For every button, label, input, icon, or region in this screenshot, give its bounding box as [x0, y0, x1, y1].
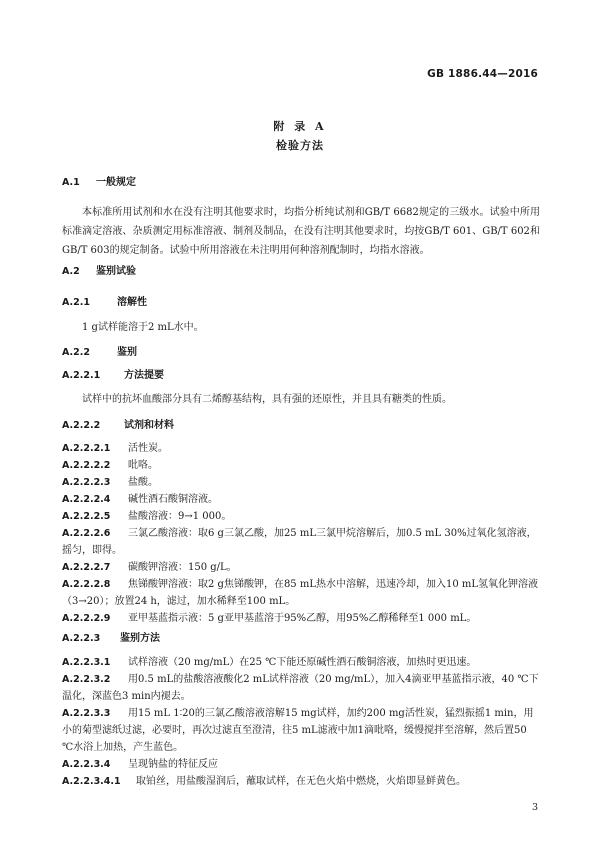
item-text: 碳酸钾溶液：150 g/L。 [128, 562, 237, 573]
item-number: A.2.2.2.6 [62, 528, 111, 539]
item-number: A.2.2.3.4.1 [62, 776, 121, 787]
section-title: 溶解性 [117, 297, 147, 308]
annex-title: 检验方法 [276, 139, 324, 152]
section-number: A.2.2.3 [62, 633, 101, 644]
item-text: 盐酸溶液：9→1 000。 [128, 511, 232, 522]
list-item [62, 525, 540, 559]
item-number: A.2.2.2.9 [62, 613, 111, 624]
item-text: 吡咯。 [128, 460, 158, 471]
item-text: 用0.5 mL的盐酸溶液酸化2 mL试样溶液（20 mg/mL），加入4滴亚甲基蓝指示液，40 ℃下温化，深蓝色3 min内褪去。 [62, 674, 539, 702]
item-text: 碱性酒石酸铜溶液。 [128, 494, 218, 505]
section-title: 鉴别方法 [120, 633, 160, 644]
section-number: A.1 [62, 177, 80, 188]
section-heading-a1 [62, 176, 136, 190]
section-heading-a22 [62, 346, 137, 360]
list-item [62, 773, 540, 790]
section-title: 鉴别 [117, 347, 137, 358]
item-number: A.2.2.2.3 [62, 477, 111, 488]
list-item [62, 705, 540, 756]
item-text: 焦锑酸钾溶液：取2 g焦锑酸钾，在85 mL热水中溶解，迅速冷却，加入10 mL氢氧化钾溶液（3→20）；放置24 h，滤过，加水稀释至100 mL。 [62, 579, 538, 607]
item-text: 三氯乙酸溶液：取6 g三氯乙酸，加25 mL三氯甲烷溶解后，加0.5 mL 30%过氧化氢溶液，摇匀，即得。 [62, 528, 537, 556]
section-number: A.2.1 [62, 297, 90, 308]
item-text: 取铂丝，用盐酸湿润后，蘸取试样，在无色火焰中燃烧，火焰即显鲜黄色。 [136, 776, 466, 787]
list-item [62, 457, 540, 474]
standard-number: GB 1886.44—2016 [427, 68, 538, 80]
item-number: A.2.2.2.5 [62, 511, 111, 522]
section-title: 鉴别试验 [96, 266, 136, 277]
section-heading-a21 [62, 296, 147, 310]
list-item [62, 671, 540, 705]
item-number: A.2.2.2.2 [62, 460, 111, 471]
section-heading-a222 [62, 419, 174, 433]
item-number: A.2.2.3.2 [62, 674, 111, 685]
section-heading-a2 [62, 265, 136, 279]
list-item [62, 654, 540, 671]
section-number: A.2.2.1 [62, 370, 101, 381]
item-number: A.2.2.2.8 [62, 579, 111, 590]
paragraph-method-summary: 试样中的抗坏血酸部分具有二烯醇基结构，具有强的还原性，并且具有糖类的性质。 [82, 394, 452, 405]
item-text: 亚甲基蓝指示液：5 g亚甲基蓝溶于95%乙醇，用95%乙醇稀释至1 000 mL。 [128, 613, 477, 624]
item-text: 用15 mL 1∶20的三氯乙酸溶液溶解15 mg试样，加约200 mg活性炭，猛烈振摇1 min，用小的菊型滤纸过滤，必要时，再次过滤直至澄清，往5 mL滤液中加1滴吡咯，缓慢搅拌至溶解，然后置50 ℃水浴上加热，产生蓝色。 [62, 708, 534, 753]
item-number: A.2.2.2.7 [62, 562, 111, 573]
item-text: 盐酸。 [128, 477, 158, 488]
list-item [62, 576, 540, 610]
annex-label: 附 录 A [273, 120, 327, 133]
section-title: 试剂和材料 [124, 420, 174, 431]
paragraph-general-rules: 本标准所用试剂和水在没有注明其他要求时，均指分析纯试剂和GB/T 6682规定的三级水。试验中所用标准滴定溶液、杂质测定用标准溶液、制剂及制品，在没有注明其他要求时，均按GB/T 601、GB/T 602和GB/T 603的规定制备。试验中所用溶液在未注明用何种溶剂配制时，均指水溶液。 [62, 207, 540, 256]
item-number: A.2.2.3.3 [62, 708, 111, 719]
item-text: 呈现钠盐的特征反应 [128, 759, 218, 770]
page-number: 3 [531, 802, 538, 813]
item-number: A.2.2.2.4 [62, 494, 111, 505]
list-item [62, 508, 540, 525]
item-text: 活性炭。 [128, 443, 168, 454]
section-title: 方法提要 [124, 370, 164, 381]
section-number: A.2.2.2 [62, 420, 101, 431]
item-number: A.2.2.3.4 [62, 759, 111, 770]
section-number: A.2.2 [62, 347, 90, 358]
list-item [62, 474, 540, 491]
list-item [62, 756, 540, 773]
item-text: 试样溶液（20 mg/mL）在25 ℃下能还原碱性酒石酸铜溶液，加热时更迅速。 [128, 657, 477, 668]
section-number: A.2 [62, 266, 80, 277]
section-heading-a221 [62, 369, 164, 383]
paragraph-solubility: 1 g试样能溶于2 mL水中。 [82, 322, 204, 333]
list-item [62, 440, 540, 457]
list-item [62, 491, 540, 508]
section-heading-a223 [62, 632, 160, 646]
item-number: A.2.2.2.1 [62, 443, 111, 454]
item-number: A.2.2.3.1 [62, 657, 111, 668]
list-item [62, 559, 540, 576]
section-title: 一般规定 [96, 177, 136, 188]
list-item [62, 610, 540, 627]
